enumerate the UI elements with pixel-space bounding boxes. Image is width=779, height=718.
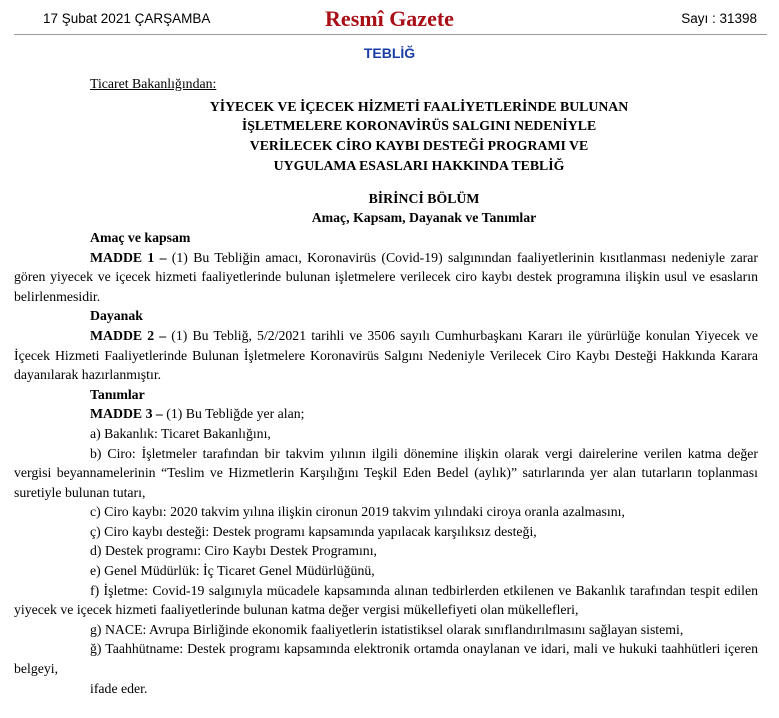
article-1-text: (1) Bu Tebliğin amacı, Koronavirüs (Covid-19) salgınından faaliyetlerinin kısıtlanması nedeniyle zarar gören yiyecek ve içecek hizmeti faaliyetlerinde bulunan işletmelere verilecek ciro kaybı destek programına ilişkin usul ve esasların belirlenmesidir. [14,249,758,304]
document-type: TEBLİĞ [363,45,416,61]
article-2 [14,326,758,385]
definition-item: d) Destek programı: Ciro Kaybı Destek Programını, [90,543,377,559]
article-1 [14,248,758,307]
gazette-title: Resmî Gazete [325,6,454,31]
definition-item: a) Bakanlık: Ticaret Bakanlığını, [90,425,271,441]
definition-item: c) Ciro kaybı: 2020 takvim yılına ilişkin cironun 2019 takvim yılındaki ciroya oranla azalmasını, [90,504,625,520]
article-1-heading: Amaç ve kapsam [90,229,191,245]
title-line: VERİLECEK CİRO KAYBI DESTEĞİ PROGRAMI VE [249,138,589,154]
section-heading: BİRİNCİ BÖLÜM [368,190,480,206]
title-line: UYGULAMA ESASLARI HAKKINDA TEBLİĞ [273,157,565,173]
title-line: YİYECEK VE İÇECEK HİZMETİ FAALİYETLERİNDE BULUNAN [209,98,629,114]
article-2-label: MADDE 2 – [90,327,167,343]
document-title [90,97,758,176]
definition-item: b) Ciro: İşletmeler tarafından bir takvim yılının ilgili dönemine ilişkin olarak vergi dairelerine verilen katma değer vergisi beyannamelerinin “Teslim ve Hizmetlerin Karşılığını Teşkil Eden Bedel (aylık)” satırlarında yer alan tutarların toplanması suretiyle bulunan tutarı, [14,445,758,500]
definition-item: e) Genel Müdürlük: İç Ticaret Genel Müdürlüğünü, [90,563,375,579]
title-line: İŞLETMELERE KORONAVİRÜS SALGINI NEDENİYLE [241,118,597,134]
article-3-heading: Tanımlar [90,386,145,402]
article-3-label: MADDE 3 – [90,406,163,422]
definition-item: ğ) Taahhütname: Destek programı kapsamında elektronik ortamda onaylanan ve idari, mali ve hukuki taahhütleri içeren belgeyi, [14,641,758,677]
header-divider [14,34,767,35]
issuing-ministry: Ticaret Bakanlığından: [90,76,217,91]
definition-item: ç) Ciro kaybı desteği: Destek programı kapsamında yapılacak karşılıksız desteği, [90,523,537,539]
document-body [14,74,758,698]
issue-date: 17 Şubat 2021 ÇARŞAMBA [43,11,211,26]
gazette-header [0,0,779,38]
definition-item: f) İşletme: Covid-19 salgınıyla mücadele kapsamında alınan tedbirlerden etkilenen ve Bakanlık tarafından tespit edilen yiyecek ve içecek hizmeti faaliyetlerinde bulunan katma değer vergisi mükellefiyeti olan mükellefleri, [14,582,758,618]
article-2-text: (1) Bu Tebliğ, 5/2/2021 tarihli ve 3506 sayılı Cumhurbaşkanı Kararı ile yürürlüğe konulan Yiyecek ve İçecek Hizmeti Faaliyetlerinde Bulunan İşletmelere Koronavirüs Salgını Nedeniyle Verilecek Ciro Kaybı Desteği Hakkında Karara dayanılarak hazırlanmıştır. [14,327,758,383]
issue-number: Sayı : 31398 [681,11,757,26]
definition-item: g) NACE: Avrupa Birliğinde ekonomik faaliyetlerin istatistiksel olarak sınıflandırılmasını sağlayan sistemi, [90,621,684,637]
article-1-label: MADDE 1 – [90,249,167,265]
closing-text: ifade eder. [90,680,148,696]
article-3 [90,404,758,424]
article-3-text: (1) Bu Tebliğde yer alan; [162,406,305,422]
article-2-heading: Dayanak [90,308,143,324]
section-subheading: Amaç, Kapsam, Dayanak ve Tanımlar [311,210,537,226]
